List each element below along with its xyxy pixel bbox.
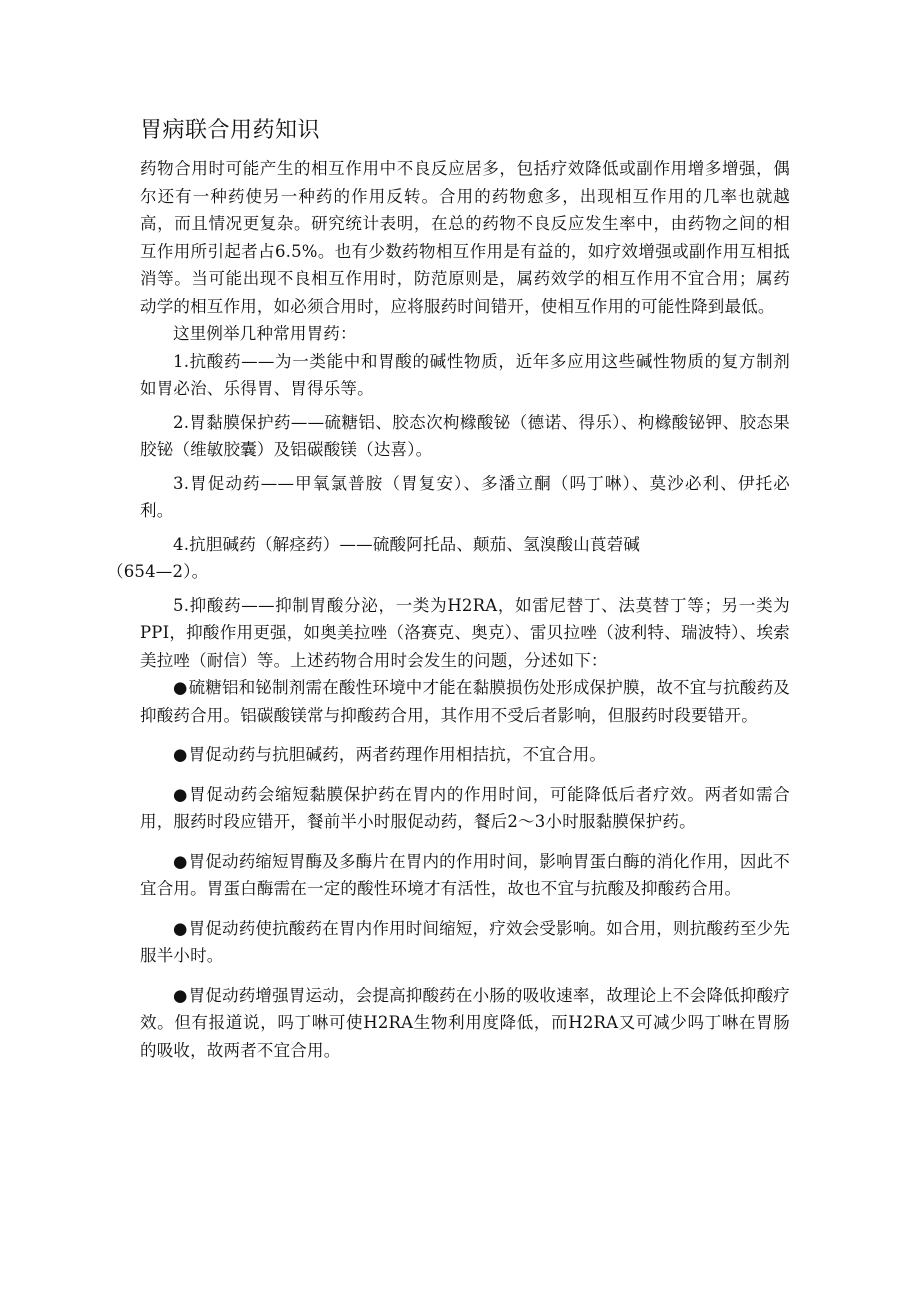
bullet-icon: ● — [173, 985, 188, 1005]
drug-class-mucosal-protectant: 2.胃黏膜保护药——硫糖铝、胶态次枸橼酸铋（德诺、得乐）、枸橼酸铋钾、胶态果胶铋（维敏胶囊）及铝碳酸镁（达喜）。 — [140, 412, 790, 459]
document-title: 胃病联合用药知识 — [140, 118, 321, 143]
drug-class-acid-suppressant: 5.抑酸药——抑制胃酸分泌，一类为H2RA，如雷尼替丁、法莫替丁等；另一类为PPI，抑酸作用更强，如奥美拉唑（洛赛克、奥克）、雷贝拉唑（波利特、瑞波特）、埃索美拉唑（耐信）等。上述药物合用时会发生的问题，分述如下： — [140, 595, 790, 670]
bullet-icon: ● — [173, 918, 188, 938]
bullet-item — [140, 674, 790, 729]
bullet-item — [140, 982, 790, 1065]
bullet-item — [140, 741, 790, 769]
bullet-text: 胃促动药增强胃运动，会提高抑酸药在小肠的吸收速率，故理论上不会降低抑酸疗效。但有报道说，吗丁啉可使H2RA生物利用度降低，而H2RA又可减少吗丁啉在胃肠的吸收，故两者不宜合用。 — [140, 985, 790, 1060]
bullet-icon: ● — [173, 745, 188, 764]
drug-class-anticholinergic — [107, 531, 790, 586]
bullet-text: 硫糖铝和铋制剂需在酸性环境中才能在黏膜损伤处形成保护膜，故不宜与抗酸药及抑酸药合用。铝碳酸镁常与抑酸药合用，其作用不受后者影响，但服药时段要错开。 — [140, 678, 790, 725]
bullet-text: 胃促动药使抗酸药在胃内作用时间缩短，疗效会受影响。如合用，则抗酸药至少先服半小时。 — [140, 918, 790, 965]
bullet-text: 胃促动药缩短胃酶及多酶片在胃内的作用时间，影响胃蛋白酶的消化作用，因此不宜合用。胃蛋白酶需在一定的酸性环境才有活性，故也不宜与抗酸及抑酸药合用。 — [140, 851, 790, 898]
bullet-text: 胃促动药与抗胆碱药，两者药理作用相拮抗，不宜合用。 — [188, 745, 607, 764]
document-page — [107, 114, 791, 1064]
intro-paragraph: 药物合用时可能产生的相互作用中不良反应居多，包括疗效降低或副作用增多增强，偶尔还有一种药使另一种药的作用反转。合用的药物愈多，出现相互作用的几率也就越高，而且情况更复杂。研究统计表明，在总的药物不良反应发生率中，由药物之间的相互作用所引起者占6.5%。也有少数药物相互作用是有益的，如疗效增强或副作用互相抵消等。当可能出现不良相互作用时，防范原则是，属药效学的相互作用不宜合用；属药动学的相互作用，如必须合用时，应将服药时间错开，使相互作用的可能性降到最低。 — [140, 159, 790, 316]
examples-lead: 这里例举几种常用胃药： — [173, 324, 357, 343]
bullet-item — [140, 781, 790, 836]
bullet-icon: ● — [173, 851, 188, 871]
anticholinergic-line-2: （654—2）。 — [107, 562, 209, 581]
drug-class-prokinetic: 3.胃促动药——甲氧氯普胺（胃复安）、多潘立酮（吗丁啉）、莫沙必利、伊托必利。 — [140, 473, 790, 520]
bullet-icon: ● — [173, 784, 189, 804]
drug-class-antacid: 1.抗酸药——为一类能中和胃酸的碱性物质，近年多应用这些碱性物质的复方制剂如胃必治、乐得胃、胃得乐等。 — [140, 351, 790, 398]
bullet-icon: ● — [173, 678, 188, 697]
anticholinergic-line-1: 4.抗胆碱药（解痉药）——硫酸阿托品、颠茄、氢溴酸山莨菪碱 — [173, 534, 641, 554]
bullet-text: 胃促动药会缩短黏膜保护药在胃内的作用时间，可能降低后者疗效。两者如需合用，服药时段应错开，餐前半小时服促动药，餐后2～3小时服黏膜保护药。 — [140, 784, 791, 831]
bullet-item — [140, 848, 790, 903]
bullet-item — [140, 915, 790, 970]
